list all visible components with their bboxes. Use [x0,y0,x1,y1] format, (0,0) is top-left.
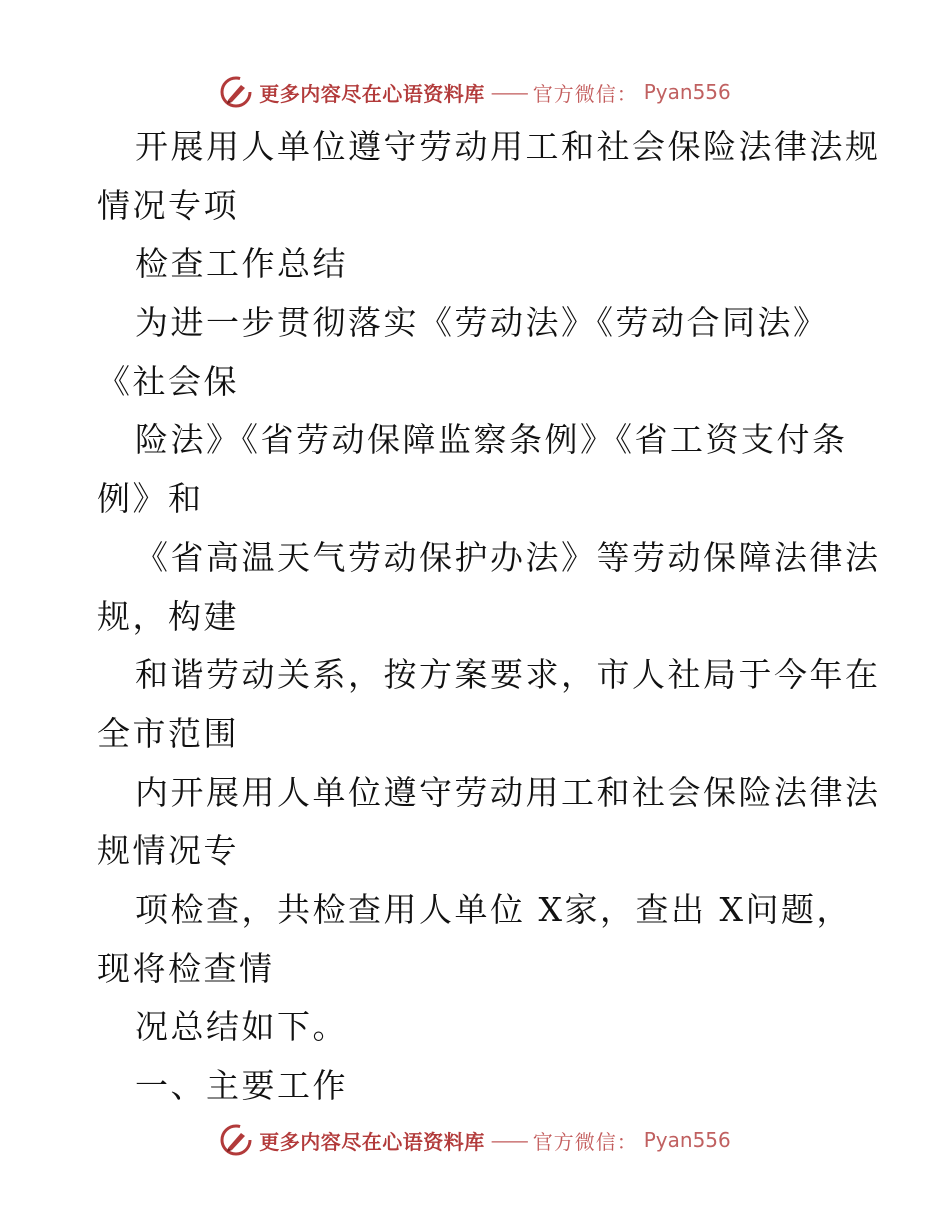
paragraph-line: 一、主要工作 [135,1066,348,1105]
watermark-id: Pyan556 [643,80,731,104]
paragraph-line: 项检查，共检查用人单位 X家，查出 X问题， [135,889,852,929]
paragraph-line: 开展用人单位遵守劳动用工和社会保险法律法规 [135,127,881,166]
pen-logo-icon [219,75,253,109]
paragraph-line: 规，构建 [97,596,239,636]
paragraph-line: 情况专项 [97,185,239,225]
paragraph-line: 和谐劳动关系，按方案要求，市人社局于今年在 [135,655,881,695]
paragraph-line: 例》和 [97,479,204,519]
paragraph-line: 《社会保 [97,361,239,401]
paragraph-line: 况总结如下。 [135,1007,348,1047]
watermark-main-text: 更多内容尽在心语资料库 [259,1129,485,1154]
watermark-dash: —— [490,1128,527,1152]
watermark-sub-text: 官方微信： [532,81,638,106]
watermark-dash: —— [490,80,527,104]
paragraph-line: 内开展用人单位遵守劳动用工和社会保险法律法 [135,772,881,812]
paragraph-line: 险法》《省劳动保障监察条例》《省工资支付条 [135,420,848,460]
watermark-main-text: 更多内容尽在心语资料库 [259,81,485,106]
paragraph-line: 全市范围 [97,713,239,753]
document-body [97,118,881,1116]
watermark-sub-text: 官方微信： [532,1129,638,1154]
paragraph-line: 检查工作总结 [135,244,348,284]
paragraph-line: 《省高温天气劳动保护办法》等劳动保障法律法 [135,537,881,577]
paragraph-line: 规情况专 [97,831,239,871]
paragraph-line: 为进一步贯彻落实《劳动法》《劳动合同法》 [135,303,829,343]
paragraph-line: 现将检查情 [97,948,275,988]
pen-logo-icon [219,1123,253,1157]
watermark-id: Pyan556 [643,1128,731,1152]
watermark-header [0,72,950,112]
watermark-footer [0,1120,950,1160]
